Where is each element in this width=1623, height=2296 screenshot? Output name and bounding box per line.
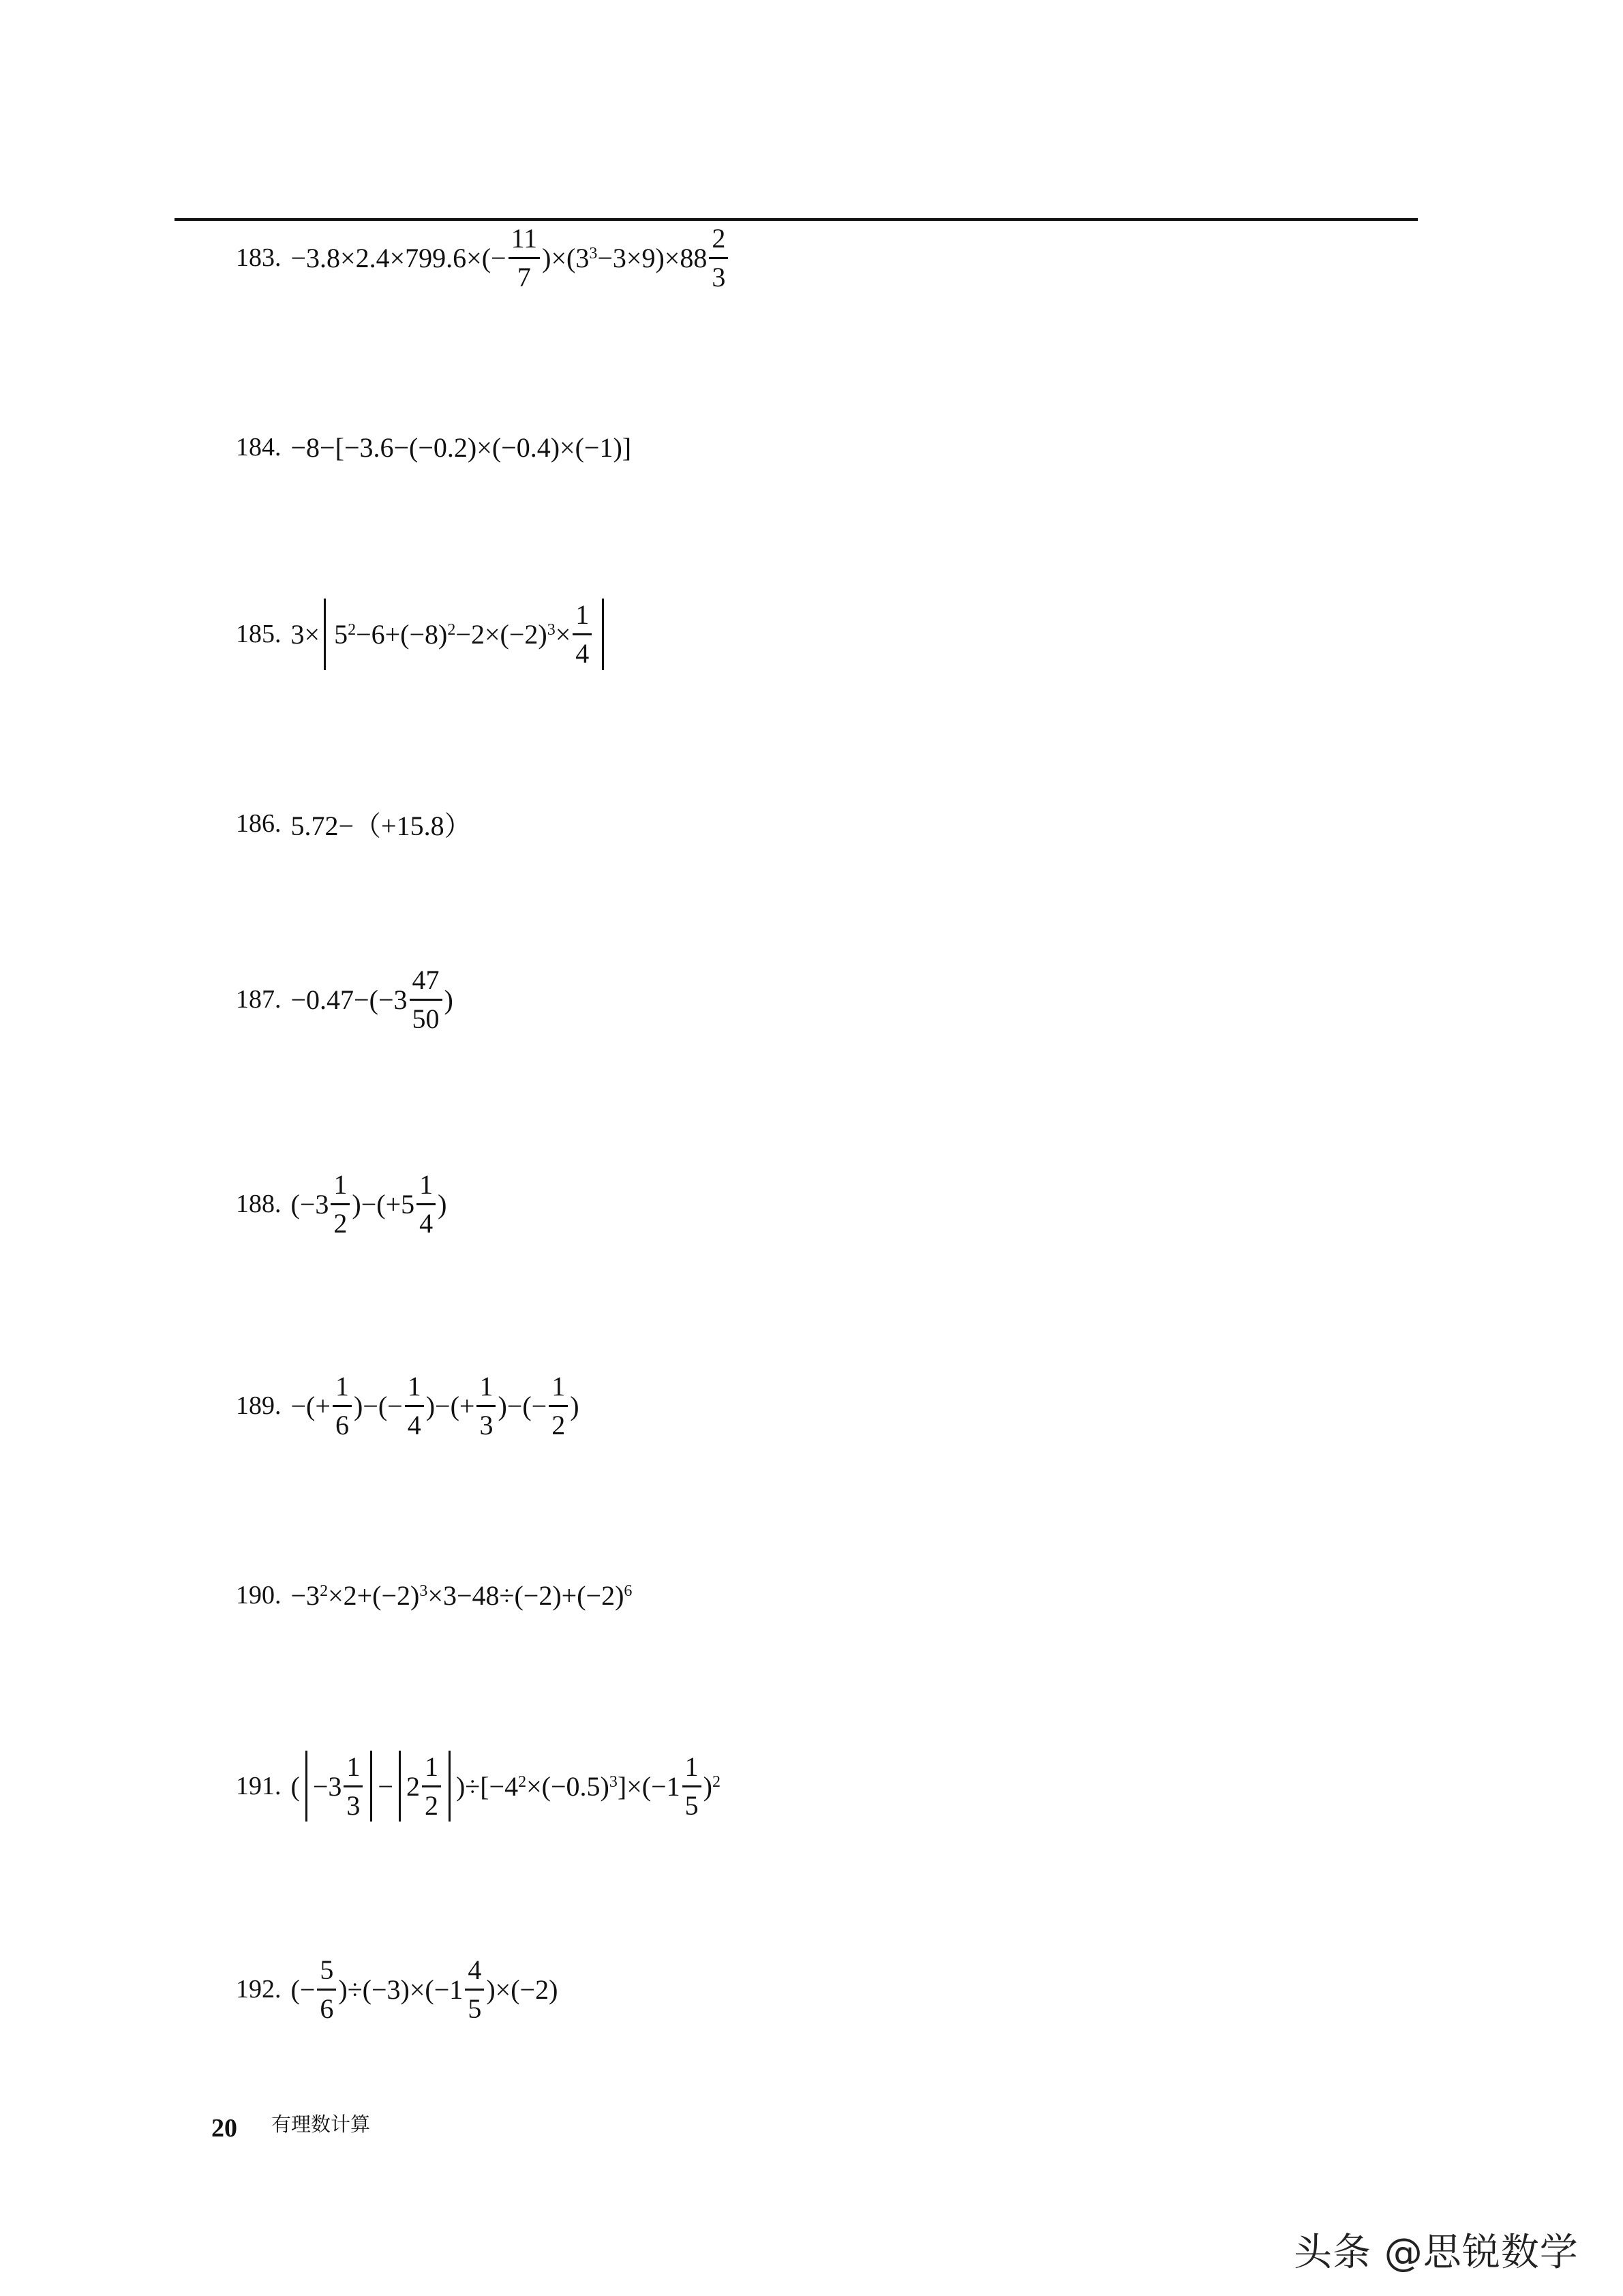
fraction	[410, 964, 442, 1034]
exponent: 2	[518, 1772, 527, 1791]
denominator: 4	[575, 637, 590, 669]
exponent: 3	[609, 1772, 618, 1791]
expr-part: )−(+5	[352, 1188, 415, 1220]
fraction	[331, 1168, 350, 1239]
denominator: 50	[412, 1003, 440, 1034]
problem-189	[236, 1365, 579, 1447]
fraction	[465, 1954, 484, 2024]
expr-part: )×(3	[542, 242, 590, 273]
problem-192	[236, 1948, 558, 2030]
expr-part: (	[290, 1770, 300, 1802]
denominator: 3	[712, 261, 726, 292]
fraction	[476, 1370, 496, 1440]
expression: 5.72−（+15.8）	[290, 810, 472, 841]
abs-bar	[449, 1751, 451, 1822]
expr-part: )	[444, 984, 453, 1015]
fraction	[416, 1168, 436, 1239]
expr-part: ×2+(−2)	[328, 1580, 420, 1611]
expr-part: 3×	[290, 618, 320, 650]
problem-number: 183.	[236, 243, 282, 272]
fraction	[573, 601, 592, 667]
numerator: 47	[410, 967, 442, 1001]
expr-part: −3.8×2.4×799.6×(−	[290, 242, 506, 273]
numerator: 1	[333, 1373, 352, 1407]
abs-bar	[370, 1751, 372, 1822]
problem-184	[236, 406, 631, 488]
numerator: 11	[509, 225, 541, 259]
expr-part: )−(−	[353, 1390, 403, 1421]
problem-183	[236, 217, 730, 299]
fraction	[344, 1753, 363, 1819]
denominator: 6	[320, 1993, 334, 2024]
denominator: 5	[684, 1789, 699, 1821]
abs-bar	[399, 1751, 401, 1822]
fraction	[405, 1370, 424, 1440]
numerator: 1	[682, 1753, 701, 1787]
denominator: 3	[479, 1409, 494, 1440]
expr-part: (−3	[290, 1188, 329, 1220]
expr-part: ×3−48÷(−2)+(−2)	[427, 1580, 624, 1611]
abs-bar	[305, 1751, 307, 1822]
expr-part: −2×(−2)	[455, 618, 547, 650]
exponent: 2	[348, 620, 357, 639]
expr-part: −6+(−8)	[356, 618, 448, 650]
expr-part: −3×9)×88	[597, 242, 708, 273]
expr-part: )	[703, 1770, 712, 1802]
problem-190	[236, 1554, 632, 1636]
problem-number: 184.	[236, 433, 282, 462]
expr-part: )−(−	[498, 1390, 547, 1421]
expr-part: −	[378, 1770, 393, 1802]
problem-185	[236, 593, 608, 675]
expr-part: −(+	[290, 1390, 331, 1421]
denominator: 2	[551, 1409, 566, 1440]
denominator: 4	[407, 1409, 421, 1440]
page-number: 20	[211, 2114, 237, 2143]
exponent: 3	[547, 620, 556, 639]
denominator: 6	[335, 1409, 349, 1440]
expr-part: −0.47−(−3	[290, 984, 408, 1015]
expr-part: )×(−2)	[486, 1974, 558, 2005]
numerator: 1	[405, 1373, 424, 1407]
problem-number: 188.	[236, 1190, 282, 1218]
numerator: 1	[549, 1373, 568, 1407]
denominator: 4	[419, 1207, 434, 1239]
expression: −8−[−3.6−(−0.2)×(−0.4)×(−1)]	[290, 432, 632, 463]
problem-186	[236, 783, 472, 864]
exponent: 6	[624, 1582, 633, 1600]
footer-title: 有理数计算	[271, 2113, 371, 2136]
expr-part: (−	[290, 1974, 316, 2005]
problem-number: 187.	[236, 985, 282, 1014]
problem-number: 185.	[236, 620, 282, 648]
problem-188	[236, 1163, 446, 1245]
denominator: 2	[424, 1789, 438, 1821]
denominator: 5	[468, 1993, 482, 2024]
expr-part: 5	[334, 618, 348, 650]
expr-part: −3	[312, 1770, 342, 1802]
problem-number: 189.	[236, 1391, 282, 1420]
expr-part: −3	[290, 1580, 320, 1611]
numerator: 1	[416, 1171, 436, 1205]
numerator: 4	[465, 1957, 484, 1991]
exponent: 2	[712, 1772, 721, 1791]
square-bracket-group	[324, 599, 604, 670]
exponent: 2	[447, 620, 456, 639]
expr-part: )−(+	[425, 1390, 475, 1421]
exponent: 2	[320, 1582, 329, 1600]
numerator: 1	[344, 1753, 363, 1787]
expr-part: ]×(−1	[617, 1770, 680, 1802]
numerator: 5	[317, 1957, 336, 1991]
fraction	[509, 222, 541, 292]
problem-187	[236, 958, 453, 1040]
problem-number: 192.	[236, 1975, 282, 2004]
problem-number: 190.	[236, 1581, 282, 1610]
expr-part: 2	[406, 1770, 420, 1802]
expr-part: )÷[−4	[455, 1770, 519, 1802]
fraction	[333, 1370, 352, 1440]
watermark: 头条 @思锐数学	[1294, 2231, 1579, 2275]
problem-number: 191.	[236, 1772, 282, 1800]
expr-part: ×(−0.5)	[526, 1770, 609, 1802]
problem-number: 186.	[236, 809, 282, 838]
fraction	[549, 1370, 568, 1440]
fraction	[709, 222, 728, 292]
numerator: 2	[709, 225, 728, 259]
numerator: 1	[331, 1171, 350, 1205]
denominator: 7	[517, 261, 531, 292]
expr-part: )÷(−3)×(−1	[338, 1974, 464, 2005]
exponent: 3	[589, 244, 598, 262]
fraction	[422, 1753, 441, 1819]
fraction	[317, 1954, 336, 2024]
exponent: 3	[419, 1582, 428, 1600]
denominator: 2	[333, 1207, 348, 1239]
expr-part: ×	[555, 618, 571, 650]
fraction	[682, 1753, 701, 1819]
expr-part: )	[570, 1390, 579, 1421]
numerator: 1	[422, 1753, 441, 1787]
numerator: 1	[476, 1373, 496, 1407]
problem-191	[236, 1745, 721, 1827]
numerator: 1	[573, 601, 592, 635]
expr-part: )	[438, 1188, 447, 1220]
denominator: 3	[346, 1789, 361, 1821]
